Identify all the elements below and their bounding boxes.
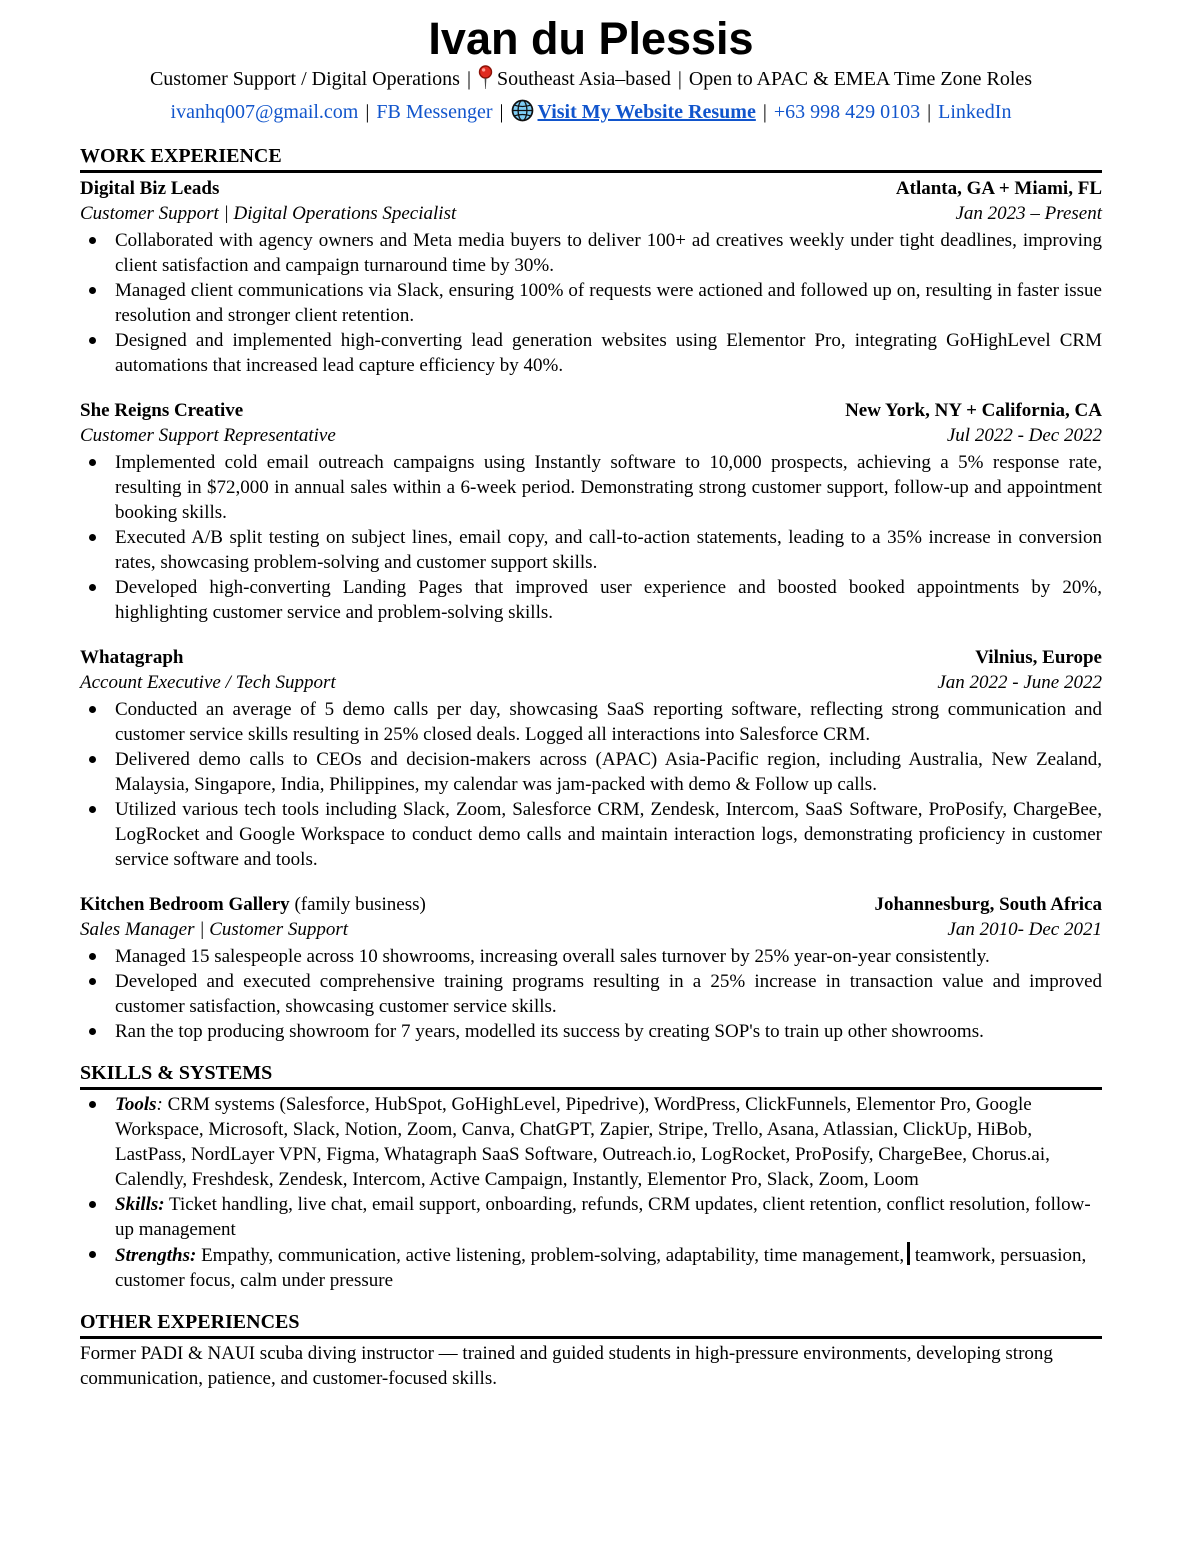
job-bullet: Executed A/B split testing on subject lines, email copy, and call-to-action statements, leading to a 35% increase in conversion rates, showcasing problem-solving and customer support skills. xyxy=(115,527,1102,573)
job-role: Customer Support Representative xyxy=(80,425,336,446)
section-skills-systems xyxy=(80,1061,1102,1293)
job-bullet-list xyxy=(80,228,1102,378)
job-dates: Jan 2022 - June 2022 xyxy=(937,672,1102,693)
headline xyxy=(80,65,1102,97)
job-dates: Jul 2022 - Dec 2022 xyxy=(946,425,1102,446)
section-work-experience xyxy=(80,144,1102,1044)
company-name xyxy=(80,398,243,423)
contact-line xyxy=(80,98,1102,130)
job-subheader-row xyxy=(80,917,1102,942)
job-bullet: Developed high-converting Landing Pages that improved user experience and boosted booked appointments by 20%, highlighting customer service and problem-solving skills. xyxy=(115,577,1102,623)
job-bullet-list xyxy=(80,697,1102,872)
skills-tools-item xyxy=(115,1092,1102,1192)
job-location: New York, NY + California, CA xyxy=(845,400,1102,421)
job-bullet: Delivered demo calls to CEOs and decision-makers across (APAC) Asia-Pacific region, including Australia, New Zealand, Malaysia, Singapore, India, Philippines, my calendar was jam-packed with demo & Follow up calls. xyxy=(115,749,1102,795)
company-note: (family business) xyxy=(289,894,426,915)
round-pushpin-icon xyxy=(478,65,493,97)
job-bullet: Collaborated with agency owners and Meta media buyers to deliver 100+ ad creatives weekly under tight deadlines, improving client satisfaction and campaign turnaround time by 30%. xyxy=(115,230,1102,276)
skills-strengths-text-before: Empathy, communication, active listening, problem-solving, adaptability, time management, xyxy=(196,1245,905,1266)
separator: | xyxy=(466,68,471,90)
website-link[interactable]: Visit My Website Resume xyxy=(537,101,756,123)
job-location: Vilnius, Europe xyxy=(975,647,1102,668)
job-entry-whatagraph xyxy=(80,645,1102,872)
skills-strengths-label: Strengths: xyxy=(115,1245,197,1266)
job-header-row xyxy=(80,645,1102,670)
job-role: Sales Manager | Customer Support xyxy=(80,919,349,940)
separator: | xyxy=(365,101,370,123)
linkedin-link[interactable]: LinkedIn xyxy=(938,101,1012,123)
company-name-text: Kitchen Bedroom Gallery xyxy=(80,894,290,915)
company-name xyxy=(80,176,219,201)
skills-strengths-text-after: teamwork, persuasion, customer focus, calm under pressure xyxy=(115,1245,1087,1291)
headline-location: Southeast Asia–based xyxy=(496,68,671,90)
separator: | xyxy=(762,101,767,123)
section-title-skills: SKILLS & SYSTEMS xyxy=(80,1061,1102,1090)
job-bullet: Utilized various tech tools including Slack, Zoom, Salesforce CRM, Zendesk, Intercom, SaaS Software, ProPosify, ChargeBee, LogRocket and Google Workspace to conduct demo calls and maintain interaction logs, demonstrating proficiency in customer service software and tools. xyxy=(115,799,1102,870)
company-name-text: She Reigns Creative xyxy=(80,400,244,421)
company-name xyxy=(80,892,426,917)
separator: | xyxy=(677,68,682,90)
company-name xyxy=(80,645,183,670)
job-subheader-row xyxy=(80,423,1102,448)
job-subheader-row xyxy=(80,201,1102,226)
job-bullet: Managed client communications via Slack, ensuring 100% of requests were actioned and followed up on, resulting in faster issue resolution and stronger client retention. xyxy=(115,280,1102,326)
job-entry-kitchen-bedroom-gallery xyxy=(80,892,1102,1044)
job-dates: Jan 2010- Dec 2021 xyxy=(947,919,1102,940)
headline-role: Customer Support / Digital Operations xyxy=(149,68,460,90)
job-role: Account Executive / Tech Support xyxy=(80,672,336,693)
job-bullet-list xyxy=(80,944,1102,1044)
job-header-row xyxy=(80,398,1102,423)
section-other-experiences xyxy=(80,1310,1102,1391)
separator: | xyxy=(499,101,504,123)
job-location: Johannesburg, South Africa xyxy=(874,894,1102,915)
phone-link[interactable]: +63 998 429 0103 xyxy=(773,101,921,123)
separator: | xyxy=(927,101,932,123)
job-bullet: Designed and implemented high-converting lead generation websites using Elementor Pro, integrating GoHighLevel CRM automations that increased lead capture efficiency by 40%. xyxy=(115,330,1102,376)
section-title-work: WORK EXPERIENCE xyxy=(80,144,1102,173)
job-bullet-list xyxy=(80,450,1102,625)
job-entry-digital-biz-leads xyxy=(80,176,1102,378)
other-experiences-text: Former PADI & NAUI scuba diving instructor — trained and guided students in high-pressure environments, developing strong communication, patience, and customer-focused skills. xyxy=(80,1343,1053,1389)
skills-strengths-item xyxy=(115,1242,1102,1293)
job-entry-she-reigns-creative xyxy=(80,398,1102,625)
skills-tools-colon: : xyxy=(156,1094,168,1115)
headline-availability: Open to APAC & EMEA Time Zone Roles xyxy=(688,68,1033,90)
globe-icon xyxy=(511,99,534,130)
job-header-row xyxy=(80,176,1102,201)
job-location: Atlanta, GA + Miami, FL xyxy=(895,178,1102,199)
skills-tools-label: Tools xyxy=(115,1094,157,1115)
skills-bullet-list xyxy=(80,1092,1102,1293)
messenger-link[interactable]: FB Messenger xyxy=(376,101,493,123)
job-header-row xyxy=(80,892,1102,917)
email-link[interactable]: ivanhq007@gmail.com xyxy=(170,101,359,123)
company-name-text: Whatagraph xyxy=(80,647,184,668)
skills-skills-text: Ticket handling, live chat, email support, onboarding, refunds, CRM updates, client retention, conflict resolution, follow-up management xyxy=(115,1194,1091,1240)
skills-skills-item xyxy=(115,1192,1102,1242)
company-name-text: Digital Biz Leads xyxy=(80,178,220,199)
job-bullet: Implemented cold email outreach campaigns using Instantly software to 10,000 prospects, achieving a 5% response rate, resulting in $72,000 in annual sales within a 6-week period. Demonstrating strong customer support, follow-up and appointment booking skills. xyxy=(115,452,1102,523)
section-title-other: OTHER EXPERIENCES xyxy=(80,1310,1102,1339)
job-bullet: Conducted an average of 5 demo calls per day, showcasing SaaS reporting software, reflecting strong communication and customer service skills resulting in 25% closed deals. Logged all interactions into Salesforce CRM. xyxy=(115,699,1102,745)
page-title: Ivan du Plessis xyxy=(428,13,754,64)
skills-skills-label: Skills: xyxy=(115,1194,165,1215)
job-bullet: Ran the top producing showroom for 7 years, modelled its success by creating SOP's to train up other showrooms. xyxy=(115,1019,1102,1044)
job-bullet: Managed 15 salespeople across 10 showrooms, increasing overall sales turnover by 25% year-on-year consistently. xyxy=(115,944,1102,969)
skills-tools-text: CRM systems (Salesforce, HubSpot, GoHighLevel, Pipedrive), WordPress, ClickFunnels, Elementor Pro, Google Workspace, Microsoft, Slack, Notion, Zoom, Canva, ChatGPT, Zapier, Stripe, Trello, Asana, Atlassian, ClickUp, HiBob, LastPass, NordLayer VPN, Figma, Whatagraph SaaS Software, Outreach.io, LogRocket, ProPosify, ChargeBee, Chorus.ai, Calendly, Freshdesk, Zendesk, Intercom, Active Campaign, Instantly, Elementor Pro, Slack, Zoom, Loom xyxy=(115,1094,1050,1190)
job-dates: Jan 2023 – Present xyxy=(955,203,1102,224)
job-subheader-row xyxy=(80,670,1102,695)
job-role: Customer Support | Digital Operations Specialist xyxy=(80,203,457,224)
job-bullet: Developed and executed comprehensive training programs resulting in a 25% increase in transaction value and improved customer satisfaction, showcasing customer service skills. xyxy=(115,971,1102,1017)
